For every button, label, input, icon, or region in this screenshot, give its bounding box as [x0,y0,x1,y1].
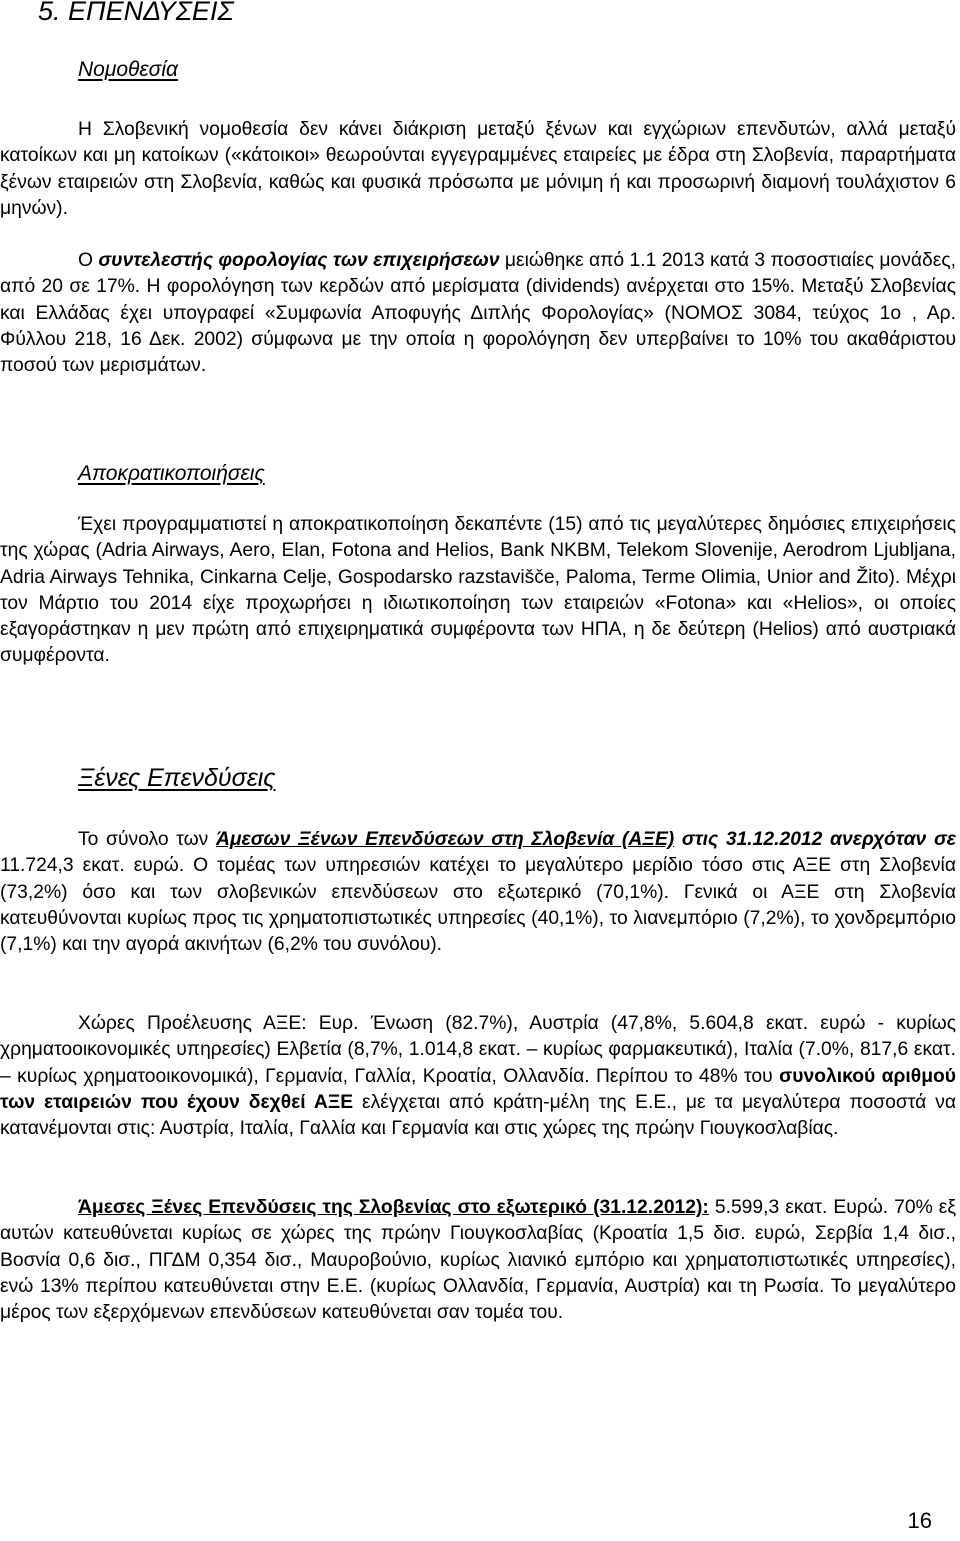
legislation-paragraph-1-text: Η Σλοβενική νομοθεσία δεν κάνει διάκριση μεταξύ ξένων και εγχώριων επενδυτών, αλλά μεταξύ κατοίκων και μη κατοίκων («κάτοικοι» θεωρούνται εγγεγραμμένες εταιρείες με έδρα στη Σλοβενία, παραρτήματα ξένων εταιρειών στη Σλοβενία, καθώς και φυσικά πρόσωπα με μόνιμη ή και προσωρινή διαμονή τουλάχιστον 6 μηνών). [0,119,956,219]
fdi-total-lead: Το σύνολο των [78,829,216,850]
fdi-total-link-text: Άμεσων Ξένων Επενδύσεων στη Σλοβενία (ΑΞΕ) [215,829,675,850]
legislation-paragraph-2 [0,248,956,379]
section-heading: 5. ΕΠΕΝΔΥΣΕΙΣ [38,0,234,26]
tax-rate-lead: Ο [78,250,99,271]
privatizations-text: Έχει προγραμματιστεί η αποκρατικοποίηση δεκαπέντε (15) από τις μεγαλύτερες δημόσιες επιχειρήσεις της χώρας (Adria Airways, Aero, Elan, Fotona and Helios, Bank NKBM, Telekom Slovenije, Aerodrom Ljubljana, Adria Airways Tehnika, Cinkarna Celje, Gospodarsko razstavišče, Paloma, Terme Olimia, Unior and Žito). Μέχρι τον Μάρτιο του 2014 είχε προχωρήσει η ιδιωτικοποίηση των εταιρειών «Fotona» και «Helios», οι οποίες εξαγοράστηκαν η μεν πρώτη από επιχειρηματικά συμφέροντα των ΗΠΑ, η δε δεύτερη (Helios) από αυστριακά συμφέροντα. [0,514,956,667]
fdi-paragraph-1 [0,827,956,958]
fdi-paragraph-2 [0,1011,956,1142]
fdi-paragraph-3 [0,1195,956,1326]
fdi-origin-emphasis: συνολικού αριθμού των εταιρειών που έχουν δεχθεί ΑΞΕ [0,1065,956,1113]
fdi-origin-text: Χώρες Προέλευσης ΑΞΕ: Ευρ. Ένωση (82.7%), Αυστρία (47,8%, 5.604,8 εκατ. ευρώ - κυρίως χρηματοοικονομικές υπηρεσίες) Ελβετία (8,7%, 1.014,8 εκατ. – κυρίως φαρμακευτικά), Ιταλία (7.0%, 817,6 εκατ. – κυρίως χρηματοοικονομικά), Γερμανία, Γαλλία, Κροατία, Ολλανδία. Περίπου το 48% του [0,1013,956,1087]
legislation-paragraph-1 [0,117,956,222]
privatizations-title: Αποκρατικοποιήσεις [78,462,265,485]
outward-fdi-text: 5.599,3 εκατ. Ευρώ. 70% εξ αυτών κατευθύνεται κυρίως σε χώρες της πρώην Γιουγκοσλαβίας (Κροατία 1,5 δισ. ευρώ, Σερβία 1,4 δισ., Βοσνία 0,6 δισ., ΠΓΔΜ 0,354 δισ., Μαυροβούνιο, κυρίως λιανικό εμπόριο και χρηματοπιστωτικές υπηρεσίες), ενώ 13% περίπου κατευθύνεται στην Ε.Ε. (κυρίως Ολλανδία, Γερμανία, Αυστρία) και τη Ρωσία. Το μεγαλύτερο μέρος των εξερχόμενων επενδύσεων κατευθύνεται σαν τομέα του. [0,1197,957,1324]
foreign-investment-title: Ξένες Επενδύσεις [78,764,276,792]
fdi-total-emphasis: στις 31.12.2012 ανερχόταν σε [674,829,956,850]
fdi-origin-rest: ελέγχεται από κράτη-μέλη της Ε.Ε., με τα μεγαλύτερα ποσοστά να κατανέμονται στις: Αυστρία, Ιταλία, Γαλλία και Γερμανία και στις χώρες της πρώην Γιουγκοσλαβίας. [0,1091,956,1140]
page-number: 16 [907,1508,932,1533]
privatizations-paragraph [0,512,956,670]
outward-fdi-heading: Άμεσες Ξένες Επενδύσεις της Σλοβενίας στο εξωτερικό (31.12.2012): [78,1197,709,1218]
fdi-total-text: 11.724,3 εκατ. ευρώ. Ο τομέας των υπηρεσιών κατέχει το μεγαλύτερο μερίδιο τόσο στις ΑΞΕ στη Σλοβενία (73,2%) όσο και των σλοβενικών επενδύσεων στο εξωτερικό (70,1%). Γενικά οι ΑΞΕ στη Σλοβενία κατευθύνονται κυρίως προς τις χρηματοπιστωτικές υπηρεσίες (40,1%), το λιανεμπόριο (7,2%), το χονδρεμπόριο (7,1%) και την αγορά ακινήτων (6,2% του συνόλου). [0,855,956,956]
tax-rate-emphasis: συντελεστής φορολογίας των επιχειρήσεων [98,250,500,271]
legislation-title: Νομοθεσία [78,58,178,81]
tax-rate-text: μειώθηκε από 1.1 2013 κατά 3 ποσοστιαίες μονάδες, από 20 σε 17%. Η φορολόγηση των κερδών από μερίσματα (dividends) ανέρχεται στο 15%. Μεταξύ Σλοβενίας και Ελλάδας έχει υπογραφεί «Συμφωνία Αποφυγής Διπλής Φορολογίας» (ΝΟΜΟΣ 3084, τεύχος 1ο , Αρ. Φύλλου 218, 16 Δεκ. 2002) σύμφωνα με την οποία η φορολόγηση δεν υπερβαίνει το 10% του ακαθάριστου ποσού των μερισμάτων. [0,250,956,377]
